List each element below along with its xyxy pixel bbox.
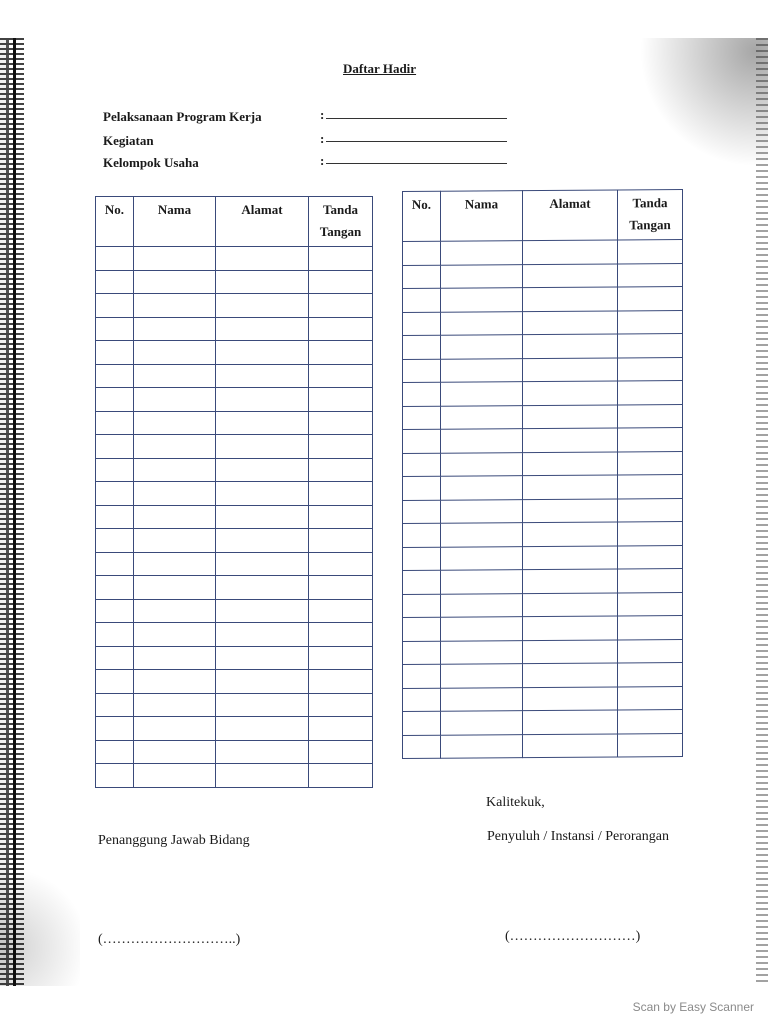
table-cell: [618, 733, 683, 757]
table-cell: [309, 623, 373, 647]
table-cell: [403, 241, 441, 265]
table-row: [403, 404, 683, 429]
table-row: [403, 710, 683, 735]
table-cell: [96, 764, 134, 788]
table-cell: [441, 452, 523, 476]
table-row: [403, 287, 683, 312]
table-row: [403, 357, 683, 382]
table-cell: [441, 687, 523, 711]
table-cell: [309, 435, 373, 459]
table-cell: [441, 664, 523, 688]
table-cell: [216, 482, 309, 506]
table-cell: [96, 388, 134, 412]
table-cell: [618, 569, 683, 593]
scan-noise-bottom-left: [0, 860, 80, 986]
table-cell: [134, 364, 216, 388]
table-cell: [134, 693, 216, 717]
table-cell: [618, 404, 683, 428]
table-row: [403, 451, 683, 476]
table-body-left: [96, 247, 373, 788]
table-row: [96, 740, 373, 764]
table-cell: [216, 740, 309, 764]
header-tanda-tangan: Tanda Tangan: [309, 197, 373, 247]
table-cell: [134, 341, 216, 365]
document-title: Daftar Hadir: [343, 61, 417, 76]
table-row: [96, 552, 373, 576]
table-row: [96, 693, 373, 717]
field-line-kegiatan: [326, 141, 507, 142]
field-label-kegiatan: Kegiatan: [103, 133, 154, 148]
table-cell: [216, 294, 309, 318]
table-cell: [216, 670, 309, 694]
table-row: [96, 294, 373, 318]
table-row: [403, 475, 683, 500]
table-cell: [309, 317, 373, 341]
table-cell: [96, 552, 134, 576]
table-cell: [134, 411, 216, 435]
header-nama: Nama: [134, 197, 216, 247]
table-row: [96, 364, 373, 388]
table-cell: [403, 523, 441, 547]
table-cell: [403, 688, 441, 712]
table-row: [403, 639, 683, 664]
table-cell: [96, 247, 134, 271]
table-cell: [403, 735, 441, 759]
table-cell: [216, 623, 309, 647]
table-cell: [523, 686, 618, 710]
table-cell: [216, 717, 309, 741]
table-cell: [523, 639, 618, 663]
attendance-table-right: [402, 189, 683, 759]
table-cell: [441, 358, 523, 382]
table-cell: [441, 640, 523, 664]
signature-role-left: Penanggung Jawab Bidang: [98, 833, 250, 848]
table-cell: [403, 265, 441, 289]
table-cell: [403, 500, 441, 524]
table-cell: [403, 359, 441, 383]
table-cell: [96, 317, 134, 341]
table-cell: [523, 663, 618, 687]
table-cell: [523, 287, 618, 311]
table-header-row: [403, 190, 683, 242]
table-cell: [134, 670, 216, 694]
table-cell: [441, 711, 523, 735]
table-cell: [134, 646, 216, 670]
table-cell: [309, 764, 373, 788]
table-cell: [309, 646, 373, 670]
field-colon-program: :: [320, 107, 325, 122]
table-cell: [618, 545, 683, 569]
table-cell: [216, 270, 309, 294]
table-cell: [309, 599, 373, 623]
table-cell: [216, 364, 309, 388]
table-cell: [309, 740, 373, 764]
table-cell: [523, 381, 618, 405]
table-cell: [618, 287, 683, 311]
table-cell: [96, 505, 134, 529]
table-cell: [523, 310, 618, 334]
table-cell: [523, 569, 618, 593]
table-cell: [618, 592, 683, 616]
header-no: No.: [96, 197, 134, 247]
table-cell: [309, 388, 373, 412]
table-cell: [134, 458, 216, 482]
table-cell: [309, 717, 373, 741]
table-cell: [403, 312, 441, 336]
table-cell: [134, 599, 216, 623]
table-cell: [96, 576, 134, 600]
table-row: [96, 458, 373, 482]
table-cell: [309, 576, 373, 600]
table-cell: [216, 388, 309, 412]
table-cell: [134, 740, 216, 764]
table-cell: [403, 641, 441, 665]
table-row: [403, 522, 683, 547]
scan-edge-line: [13, 38, 16, 986]
table-cell: [403, 406, 441, 430]
table-cell: [618, 263, 683, 287]
table-cell: [216, 529, 309, 553]
table-cell: [216, 646, 309, 670]
table-row: [96, 623, 373, 647]
table-cell: [403, 664, 441, 688]
table-cell: [441, 570, 523, 594]
table-cell: [134, 552, 216, 576]
table-cell: [96, 458, 134, 482]
table-cell: [618, 498, 683, 522]
table-row: [403, 569, 683, 594]
table-cell: [441, 546, 523, 570]
table-cell: [441, 734, 523, 758]
table-cell: [309, 411, 373, 435]
table-row: [403, 263, 683, 288]
table-row: [403, 616, 683, 641]
table-cell: [441, 311, 523, 335]
table-row: [96, 317, 373, 341]
table-row: [403, 334, 683, 359]
table-cell: [523, 475, 618, 499]
table-cell: [441, 335, 523, 359]
table-row: [403, 686, 683, 711]
table-cell: [523, 522, 618, 546]
table-cell: [441, 241, 523, 265]
table-cell: [618, 451, 683, 475]
table-cell: [441, 593, 523, 617]
table-cell: [309, 270, 373, 294]
table-cell: [96, 364, 134, 388]
table-cell: [134, 529, 216, 553]
table-cell: [134, 435, 216, 459]
header-alamat: Alamat: [523, 190, 618, 241]
table-cell: [618, 663, 683, 687]
table-cell: [441, 476, 523, 500]
table-cell: [523, 357, 618, 381]
table-cell: [216, 693, 309, 717]
table-row: [403, 428, 683, 453]
signature-role-right: Penyuluh / Instansi / Perorangan: [487, 829, 669, 844]
field-line-kelompok: [326, 163, 507, 164]
table-cell: [441, 617, 523, 641]
table-cell: [618, 310, 683, 334]
table-cell: [523, 545, 618, 569]
table-cell: [523, 334, 618, 358]
table-row: [403, 381, 683, 406]
table-row: [96, 270, 373, 294]
header-tanda-tangan: Tanda Tangan: [618, 190, 683, 240]
field-label-kelompok: Kelompok Usaha: [103, 155, 199, 170]
table-cell: [618, 357, 683, 381]
table-cell: [403, 429, 441, 453]
table-cell: [441, 429, 523, 453]
table-cell: [216, 341, 309, 365]
table-cell: [618, 334, 683, 358]
table-row: [96, 388, 373, 412]
table-cell: [403, 476, 441, 500]
field-line-program: [326, 118, 507, 119]
table-row: [96, 646, 373, 670]
table-row: [96, 599, 373, 623]
table-cell: [309, 247, 373, 271]
table-cell: [523, 263, 618, 287]
table-cell: [96, 599, 134, 623]
table-cell: [96, 529, 134, 553]
table-cell: [96, 411, 134, 435]
table-cell: [618, 240, 683, 264]
scan-noise-top-right: [640, 38, 768, 168]
table-cell: [618, 710, 683, 734]
table-cell: [216, 458, 309, 482]
table-cell: [523, 428, 618, 452]
table-header-row: [96, 197, 373, 247]
table-cell: [523, 592, 618, 616]
table-cell: [523, 498, 618, 522]
table-cell: [96, 341, 134, 365]
table-cell: [134, 247, 216, 271]
scan-edge-left: [0, 38, 24, 986]
table-cell: [441, 405, 523, 429]
table-cell: [309, 529, 373, 553]
table-cell: [216, 247, 309, 271]
table-cell: [96, 740, 134, 764]
table-cell: [523, 710, 618, 734]
table-cell: [134, 623, 216, 647]
table-row: [403, 310, 683, 335]
table-cell: [216, 317, 309, 341]
table-row: [96, 717, 373, 741]
table-cell: [441, 382, 523, 406]
table-cell: [403, 617, 441, 641]
table-row: [403, 592, 683, 617]
table-cell: [523, 733, 618, 757]
table-cell: [134, 505, 216, 529]
table-cell: [96, 435, 134, 459]
table-row: [403, 498, 683, 523]
scan-edge-right: [756, 38, 768, 986]
attendance-table-left: [95, 196, 373, 788]
table-cell: [618, 381, 683, 405]
table-cell: [618, 616, 683, 640]
table-cell: [523, 240, 618, 264]
table-row: [403, 733, 683, 758]
table-row: [96, 670, 373, 694]
table-row: [96, 341, 373, 365]
table-cell: [403, 453, 441, 477]
table-cell: [216, 552, 309, 576]
table-cell: [309, 693, 373, 717]
table-cell: [96, 670, 134, 694]
table-cell: [403, 288, 441, 312]
table-cell: [523, 404, 618, 428]
table-cell: [134, 764, 216, 788]
table-cell: [216, 599, 309, 623]
table-cell: [441, 523, 523, 547]
table-cell: [134, 388, 216, 412]
table-cell: [403, 570, 441, 594]
table-body-right: [403, 240, 683, 759]
field-label-program: Pelaksanaan Program Kerja: [103, 109, 262, 124]
table-row: [96, 435, 373, 459]
table-row: [403, 663, 683, 688]
table-cell: [441, 499, 523, 523]
table-cell: [216, 435, 309, 459]
signature-place: Kalitekuk,: [486, 795, 545, 810]
header-alamat: Alamat: [216, 197, 309, 247]
table-cell: [523, 451, 618, 475]
table-cell: [134, 717, 216, 741]
table-cell: [96, 482, 134, 506]
table-cell: [403, 594, 441, 618]
table-cell: [216, 505, 309, 529]
signature-blank-left: (………………………..): [98, 932, 241, 947]
table-cell: [618, 686, 683, 710]
table-row: [403, 545, 683, 570]
field-colon-kelompok: :: [320, 153, 325, 168]
table-row: [96, 482, 373, 506]
table-cell: [96, 693, 134, 717]
table-cell: [96, 623, 134, 647]
table-cell: [523, 616, 618, 640]
table-cell: [96, 646, 134, 670]
table-cell: [309, 341, 373, 365]
table-cell: [216, 764, 309, 788]
table-cell: [309, 552, 373, 576]
table-cell: [618, 428, 683, 452]
table-row: [96, 576, 373, 600]
table-cell: [403, 335, 441, 359]
table-cell: [309, 364, 373, 388]
table-cell: [309, 294, 373, 318]
table-row: [96, 411, 373, 435]
table-cell: [618, 522, 683, 546]
table-cell: [403, 547, 441, 571]
signature-blank-right: (………………………): [505, 929, 641, 944]
table-cell: [309, 458, 373, 482]
table-cell: [441, 264, 523, 288]
header-no: No.: [403, 191, 441, 241]
table-cell: [403, 382, 441, 406]
table-row: [96, 764, 373, 788]
header-nama: Nama: [441, 191, 523, 242]
table-cell: [403, 711, 441, 735]
table-cell: [96, 294, 134, 318]
table-cell: [618, 475, 683, 499]
table-cell: [134, 317, 216, 341]
table-row: [96, 505, 373, 529]
table-cell: [216, 576, 309, 600]
table-cell: [96, 717, 134, 741]
table-cell: [216, 411, 309, 435]
table-cell: [134, 482, 216, 506]
scanner-watermark: Scan by Easy Scanner: [632, 1000, 754, 1014]
field-colon-kegiatan: :: [320, 131, 325, 146]
table-cell: [134, 576, 216, 600]
table-cell: [134, 294, 216, 318]
table-cell: [618, 639, 683, 663]
table-row: [96, 529, 373, 553]
table-cell: [309, 670, 373, 694]
table-cell: [96, 270, 134, 294]
table-cell: [134, 270, 216, 294]
table-cell: [309, 482, 373, 506]
table-row: [403, 240, 683, 265]
table-cell: [309, 505, 373, 529]
table-cell: [441, 288, 523, 312]
table-row: [96, 247, 373, 271]
